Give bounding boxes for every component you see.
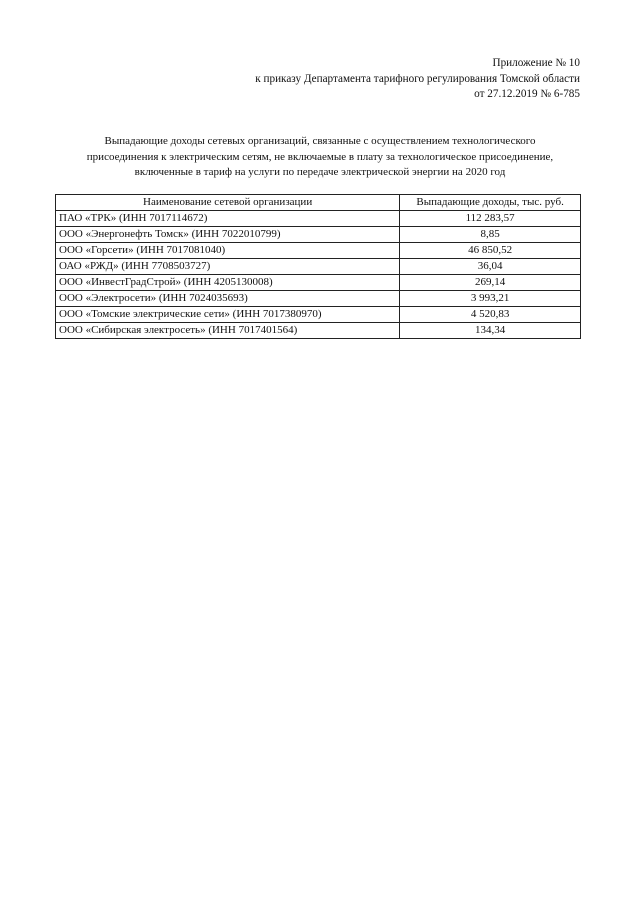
value-cell: 8,85 bbox=[400, 227, 581, 243]
document-title bbox=[55, 134, 585, 181]
value-cell: 134,34 bbox=[400, 323, 581, 339]
table-row bbox=[56, 243, 581, 259]
value-cell: 46 850,52 bbox=[400, 243, 581, 259]
organization-cell: ООО «Сибирская электросеть» (ИНН 7017401564) bbox=[56, 323, 400, 339]
table-row bbox=[56, 211, 581, 227]
header-revenue-loss: Выпадающие доходы, тыс. руб. bbox=[400, 195, 581, 211]
organization-cell: ООО «Энергонефть Томск» (ИНН 7022010799) bbox=[56, 227, 400, 243]
title-line-1: Выпадающие доходы сетевых организаций, связанные с осуществлением технологического bbox=[104, 135, 536, 147]
value-cell: 269,14 bbox=[400, 275, 581, 291]
organization-cell: ПАО «ТРК» (ИНН 7017114672) bbox=[56, 211, 400, 227]
value-cell: 112 283,57 bbox=[400, 211, 581, 227]
table-row bbox=[56, 275, 581, 291]
organization-cell: ООО «Томские электрические сети» (ИНН 7017380970) bbox=[56, 307, 400, 323]
header-organization: Наименование сетевой организации bbox=[56, 195, 400, 211]
table-row bbox=[56, 259, 581, 275]
organization-cell: ООО «ИнвестГрадСтрой» (ИНН 4205130008) bbox=[56, 275, 400, 291]
table-header-row bbox=[56, 195, 581, 211]
value-cell: 4 520,83 bbox=[400, 307, 581, 323]
organization-cell: ООО «Горсети» (ИНН 7017081040) bbox=[56, 243, 400, 259]
organization-cell: ООО «Электросети» (ИНН 7024035693) bbox=[56, 291, 400, 307]
table-row bbox=[56, 307, 581, 323]
organization-cell: ОАО «РЖД» (ИНН 7708503727) bbox=[56, 259, 400, 275]
value-cell: 36,04 bbox=[400, 259, 581, 275]
table-row bbox=[56, 227, 581, 243]
appendix-header bbox=[160, 56, 580, 103]
value-cell: 3 993,21 bbox=[400, 291, 581, 307]
appendix-number: Приложение № 10 bbox=[492, 57, 580, 69]
appendix-order-date: от 27.12.2019 № 6-785 bbox=[474, 88, 580, 100]
table-row bbox=[56, 291, 581, 307]
title-line-3: включенные в тариф на услуги по передаче электрической энергии на 2020 год bbox=[134, 166, 506, 179]
table-row bbox=[56, 323, 581, 339]
title-line-2: присоединения к электрическим сетям, не включаемые в плату за технологическое присоединение, bbox=[86, 150, 554, 163]
appendix-order-reference: к приказу Департамента тарифного регулирования Томской области bbox=[255, 72, 580, 85]
revenue-loss-table bbox=[55, 194, 581, 339]
